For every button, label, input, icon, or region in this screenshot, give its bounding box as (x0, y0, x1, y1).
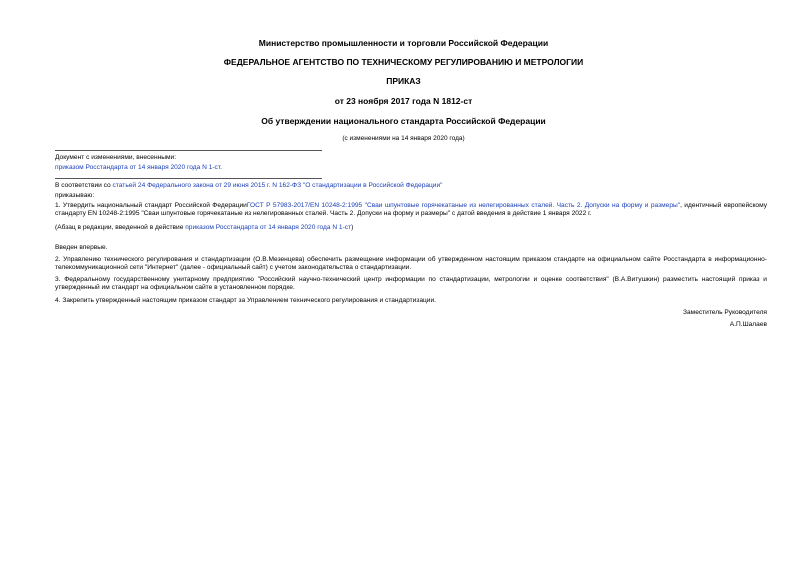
divider-bottom (55, 178, 322, 179)
paragraph-1-note: (Абзац в редакции, введенной в действие приказом Росстандарта от 14 января 2020 года N 1-ст) (55, 224, 354, 231)
changes-note: (с изменениями на 14 января 2020 года) (342, 135, 465, 142)
ministry-heading: Министерство промышленности и торговли Российской Федерации (258, 38, 549, 48)
amendments-intro: Документ с изменениями, внесенными: (55, 154, 177, 161)
paragraph-3: 3. Федеральному государственному унитарному предприятию "Российский научно-технический центр информации по стандартизации, метрологии и оценке соответствия" (В.А.Витушкин) разместить настоящий приказ и утвержденный им стандарт на официальном сайте в установленном порядке. (55, 276, 767, 291)
paragraph-2: 2. Управлению технического регулирования и стандартизации (О.В.Мезенцева) обеспечить размещение информации об утвержденном настоящим приказом стандарте на официальном сайте Росстандарта в информационно-телекоммуникационной сети "Интернет" (далее - официальный сайт) с учетом законодательства о стандартизации. (55, 256, 767, 271)
paragraph-4: 4. Закрепить утвержденный настоящим приказом стандарт за Управлением технического регулирования и стандартизации. (55, 297, 436, 304)
standard-link[interactable]: ГОСТ Р 57983-2017/EN 10248-2:1995 "Сваи шпунтовые горячекатаные из нелегированных сталей. Часть 2. Допуски на форму и размеры" (246, 202, 681, 209)
document-title: Об утверждении национального стандарта Российской Федерации (261, 116, 546, 126)
basis-paragraph: В соответствии со статьей 24 Федерального закона от 29 июня 2015 г. N 162-ФЗ "О стандартизации в Российской Федерации" (55, 182, 443, 189)
introduced-note: Введен впервые. (55, 244, 108, 251)
amendment-note-link[interactable]: приказом Росстандарта от 14 января 2020 года N 1-ст (185, 224, 352, 231)
signer-name: А.П.Шалаев (729, 321, 767, 328)
order-date: от 23 ноября 2017 года N 1812-ст (334, 96, 473, 106)
amendment-link[interactable]: приказом Росстандарта от 14 января 2020 года N 1-ст. (55, 164, 222, 171)
agency-heading: ФЕДЕРАЛЬНОЕ АГЕНТСТВО ПО ТЕХНИЧЕСКОМУ РЕГУЛИРОВАНИЮ И МЕТРОЛОГИИ (223, 57, 584, 67)
order-heading: ПРИКАЗ (386, 76, 421, 86)
divider-top (55, 150, 322, 151)
law-link[interactable]: статьей 24 Федерального закона от 29 июня 2015 г. N 162-ФЗ "О стандартизации в Российской Федерации" (112, 182, 443, 189)
order-word: приказываю: (55, 192, 95, 199)
signer-role: Заместитель Руководителя (683, 309, 767, 316)
paragraph-1: 1. Утвердить национальный стандарт Российской ФедерацииГОСТ Р 57983-2017/EN 10248-2:1995 "Сваи шпунтовые горячекатаные из нелегированных сталей. Часть 2. Допуски на форму и размеры", идентичный европейскому стандарту EN 10248-2:1995 "Сваи шпунтовые горячекатаные из нелегированных сталей. Часть 2. Допуски на форму и размеры" с датой введения в действие 1 января 2022 г. (55, 202, 767, 217)
